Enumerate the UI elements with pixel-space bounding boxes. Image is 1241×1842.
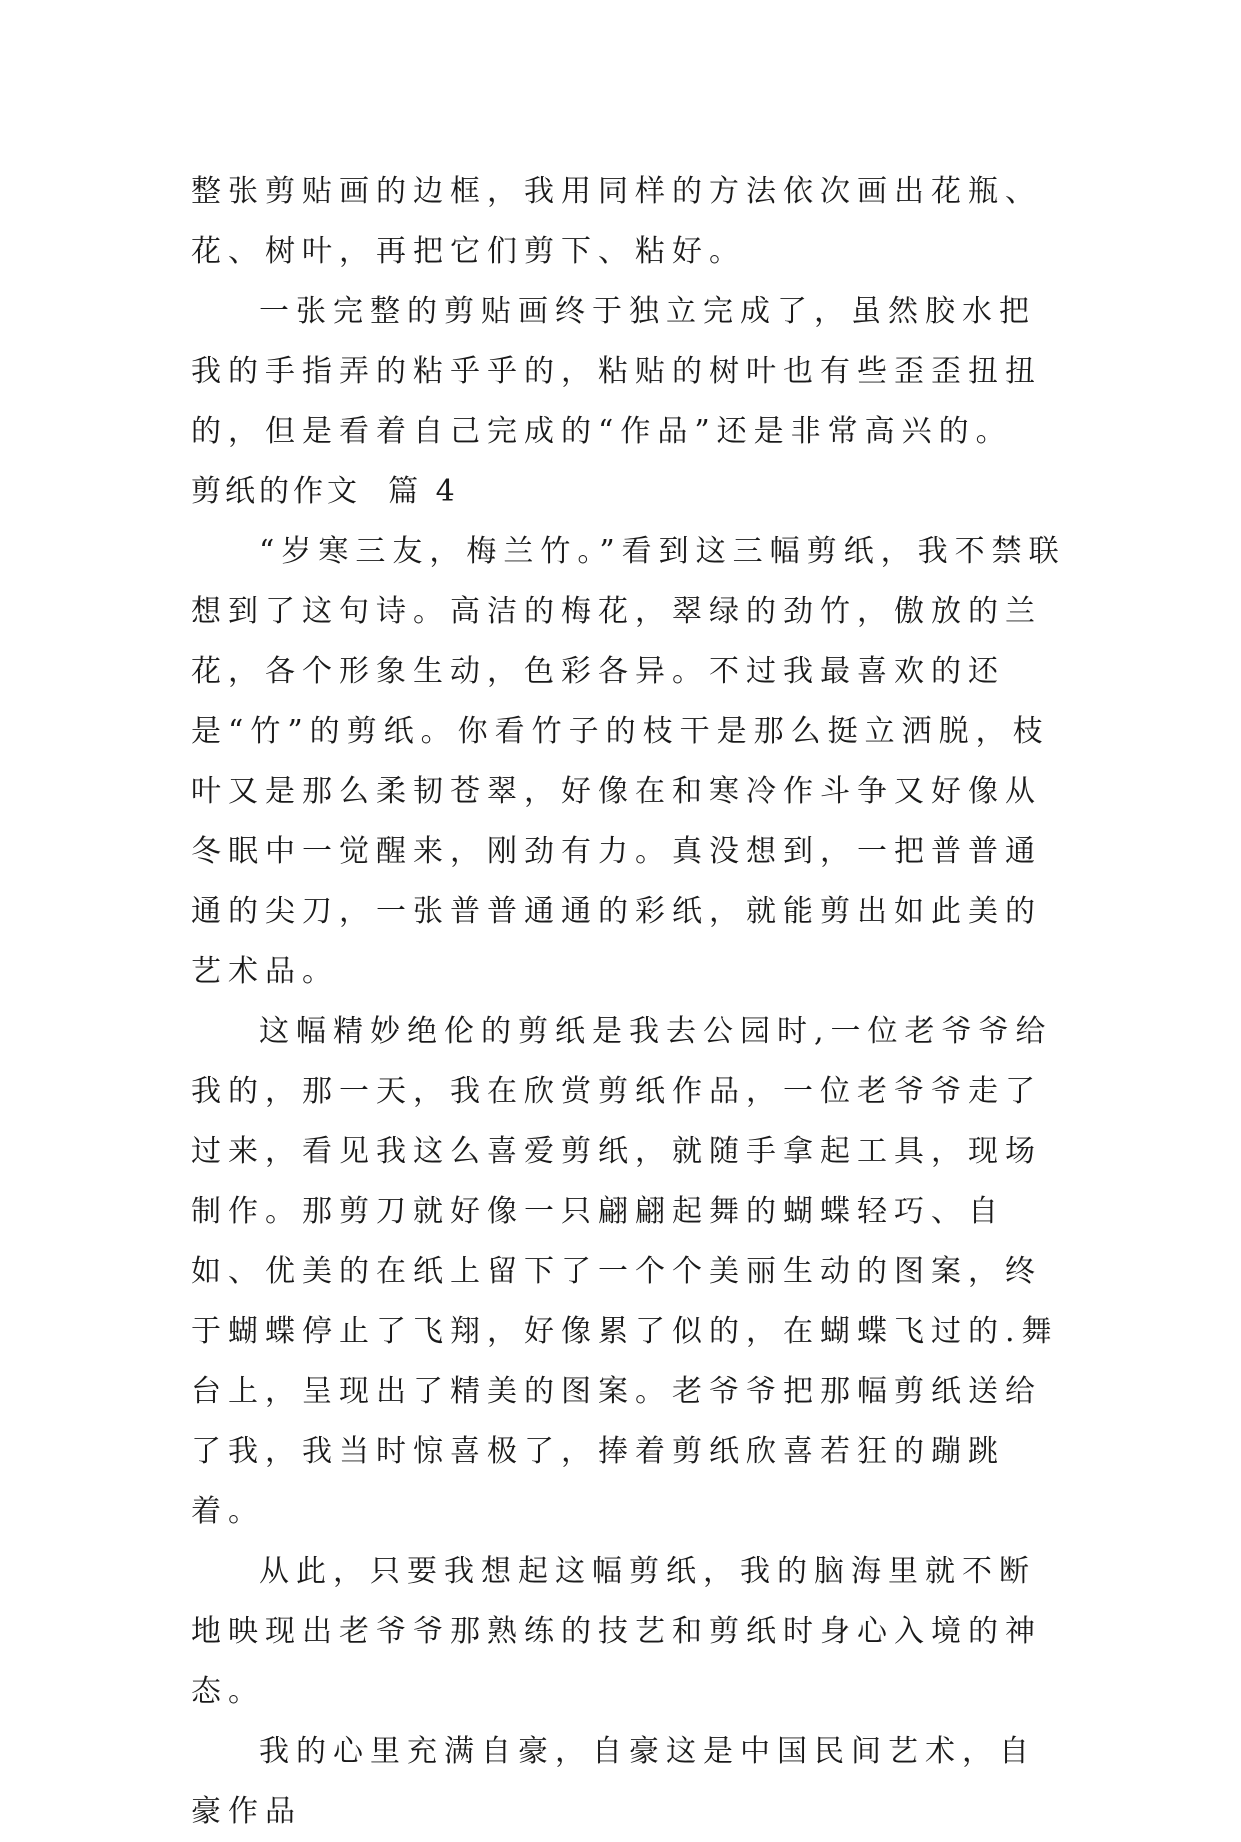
paragraph: 这幅精妙绝伦的剪纸是我去公园时,一位老爷爷给我的，那一天，我在欣赏剪纸作品，一位老爷爷走了过来，看见我这么喜爱剪纸，就随手拿起工具，现场制作。那剪刀就好像一只翩翩起舞的蝴蝶轻巧、自如、优美的在纸上留下了一个个美丽生动的图案，终于蝴蝶停止了飞翔，好像累了似的，在蝴蝶飞过的.舞台上，呈现出了精美的图案。老爷爷把那幅剪纸送给了我，我当时惊喜极了，捧着剪纸欣喜若狂的蹦跳着。 <box>191 1014 1059 1529</box>
document-body <box>191 162 1071 1842</box>
paragraph: “岁寒三友，梅兰竹。”看到这三幅剪纸，我不禁联想到了这句诗。高洁的梅花，翠绿的劲竹，傲放的兰花，各个形象生动，色彩各异。不过我最喜欢的还是“竹”的剪纸。你看竹子的枝干是那么挺立洒脱，枝叶又是那么柔韧苍翠，好像在和寒冷作斗争又好像从冬眠中一觉醒来，刚劲有力。真没想到，一把普普通通的尖刀，一张普普通通的彩纸，就能剪出如此美的艺术品。 <box>191 534 1066 989</box>
paragraph: 整张剪贴画的边框，我用同样的方法依次画出花瓶、花、树叶，再把它们剪下、粘好。 <box>191 174 1042 269</box>
paragraph: 一张完整的剪贴画终于独立完成了，虽然胶水把我的手指弄的粘乎乎的，粘贴的树叶也有些歪歪扭扭的，但是看着自己完成的“作品”还是非常高兴的。 <box>191 294 1042 449</box>
paragraph: 从此，只要我想起这幅剪纸，我的脑海里就不断地映现出老爷爷那熟练的技艺和剪纸时身心入境的神态。 <box>191 1554 1042 1709</box>
paragraph: 我的心里充满自豪，自豪这是中国民间艺术，自豪作品 <box>191 1734 1036 1829</box>
section-heading: 剪纸的作文 篇 4 <box>191 474 459 509</box>
